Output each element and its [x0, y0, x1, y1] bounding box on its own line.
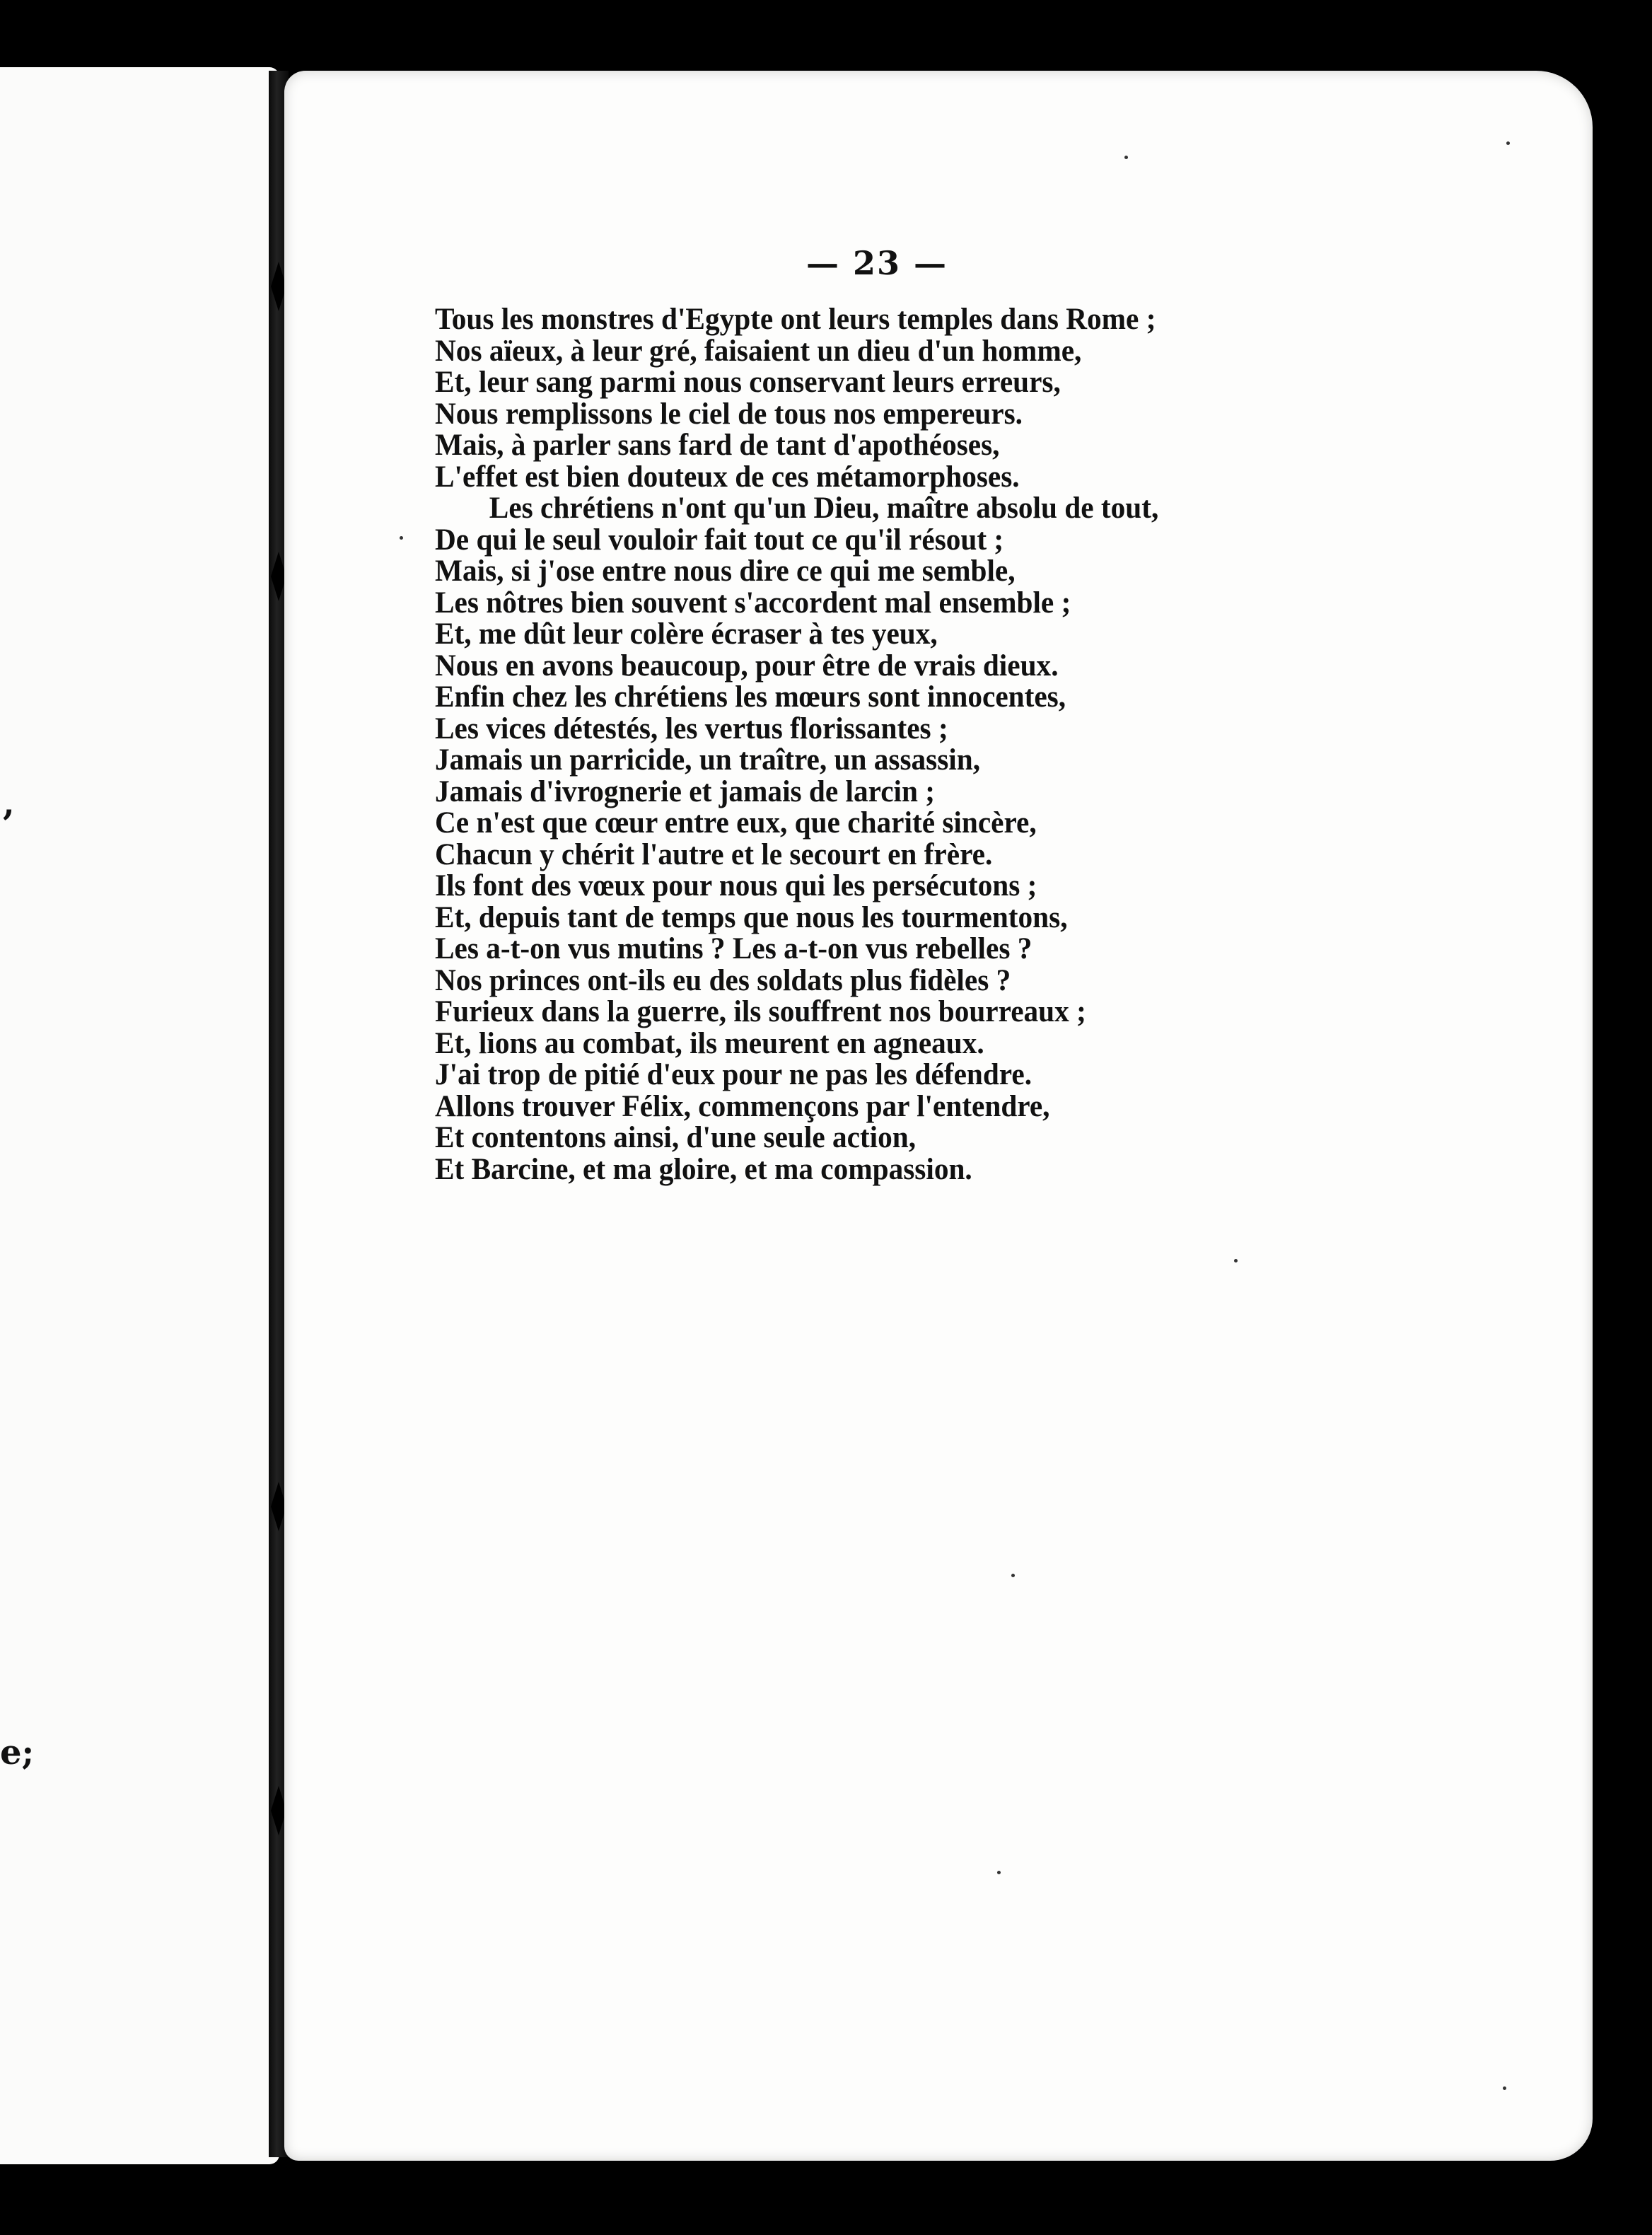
scan-speck [1503, 2086, 1506, 2090]
scan-speck [1011, 1574, 1015, 1577]
verse-line: Jamais d'ivrognerie et jamais de larcin ; [435, 774, 936, 808]
verse-line: Enfin chez les chrétiens les mœurs sont innocentes, [435, 680, 1066, 714]
verse-line: Et, depuis tant de temps que nous les tourmentons, [435, 900, 1068, 934]
verse-line: Allons trouver Félix, commençons par l'entendre, [435, 1089, 1050, 1123]
scan-speck [1506, 141, 1510, 145]
scan-speck [997, 1871, 1001, 1874]
verse-line: Ils font des vœux pour nous qui les persécutons ; [435, 869, 1037, 902]
verse-line: Et contentons ainsi, d'une seule action, [435, 1121, 917, 1154]
verse-line: Les a-t-on vus mutins ? Les a-t-on vus rebelles ? [435, 932, 1032, 965]
verse-line: Furieux dans la guerre, ils souffrent nos bourreaux ; [435, 995, 1086, 1028]
scan-speck [1234, 1259, 1238, 1262]
verse-line: De qui le seul vouloir fait tout ce qu'il résout ; [435, 523, 1004, 557]
scan-speck [400, 536, 403, 540]
left-page [0, 67, 279, 2164]
verse-line: Chacun y chérit l'autre et le secourt en frère. [435, 837, 993, 871]
verse-line: Nos aïeux, à leur gré, faisaient un dieu d'un homme, [435, 334, 1082, 368]
verse-block [435, 304, 1255, 1185]
verse-line: Et, me dût leur colère écraser à tes yeux, [435, 617, 938, 651]
verse-line: Mais, si j'ose entre nous dire ce qui me semble, [435, 555, 1016, 588]
verse-line: Et, lions au combat, ils meurent en agneaux. [435, 1026, 984, 1060]
left-page-fragment: e; [0, 1733, 35, 1772]
left-page-fragment: , [3, 784, 15, 823]
verse-line: Les nôtres bien souvent s'accordent mal ensemble ; [435, 586, 1071, 620]
verse-line: Les vices détestés, les vertus florissantes ; [435, 712, 948, 745]
verse-line: Nous en avons beaucoup, pour être de vrais dieux. [435, 649, 1059, 683]
page-number: — 23 — [806, 244, 948, 282]
verse-line: Et Barcine, et ma gloire, et ma compassion. [435, 1152, 972, 1186]
verse-line: Tous les monstres d'Egypte ont leurs temples dans Rome ; [435, 303, 1156, 336]
verse-line: Jamais un parricide, un traître, un assassin, [435, 743, 981, 777]
verse-line: Les chrétiens n'ont qu'un Dieu, maître absolu de tout, [489, 492, 1159, 525]
verse-line: J'ai trop de pitié d'eux pour ne pas les défendre. [435, 1058, 1032, 1091]
verse-line: Mais, à parler sans fard de tant d'apothéoses, [435, 429, 1000, 462]
verse-line: Nous remplissons le ciel de tous nos empereurs. [435, 397, 1023, 431]
verse-line: L'effet est bien douteux de ces métamorphoses. [435, 460, 1020, 494]
verse-line: Et, leur sang parmi nous conservant leurs erreurs, [435, 366, 1061, 399]
verse-line: Ce n'est que cœur entre eux, que charité sincère, [435, 806, 1037, 840]
verse-line: Nos princes ont-ils eu des soldats plus fidèles ? [435, 963, 1011, 997]
scan-speck [1124, 156, 1128, 159]
